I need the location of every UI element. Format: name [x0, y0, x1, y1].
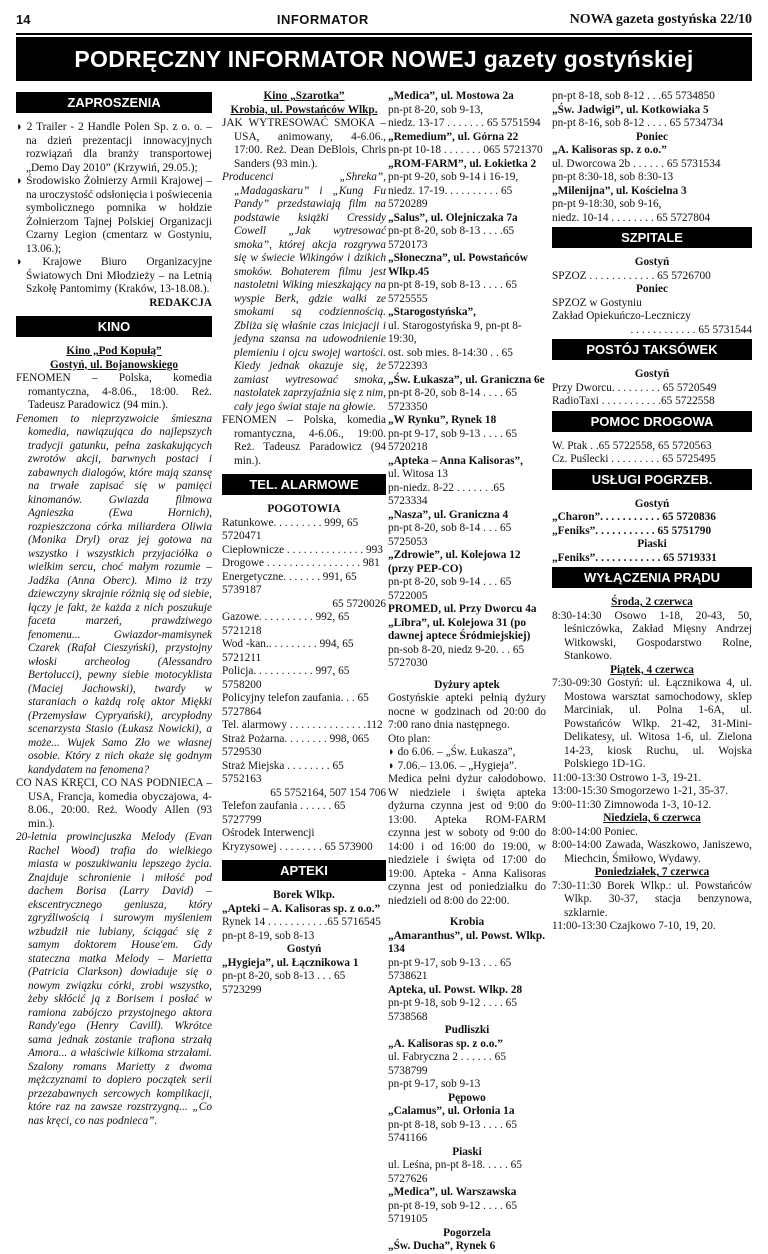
pogotowia-subtitle: POGOTOWIA	[267, 503, 341, 515]
taxi-line: Przy Dworcu. . . . . . . . . 65 5720549	[552, 381, 717, 394]
outage-text: 11:00-13:30 Ostrowo 1-3, 19-21.	[552, 771, 702, 784]
pharmacy-line: ul. Starogostyńska 9, pn-pt 8-19:30,	[388, 319, 522, 345]
pharmacy-line: niedz. 17-19. . . . . . . . . . 65 5720289	[388, 184, 513, 210]
pharmacy-line: „Libra”, ul. Kolejowa 31 (po dawnej aptece Śródmiejskiej)	[388, 616, 531, 642]
phone-line: Gazowe. . . . . . . . . . 992, 65 5721218	[222, 611, 350, 637]
cinema-address: Gostyń, ul. Bojanowskiego	[49, 358, 179, 371]
pharmacy-line: PROMED, ul. Przy Dworcu 4a	[388, 603, 537, 615]
phone-line: Tel. alarmowy . . . . . . . . . . . . . .112	[222, 719, 383, 731]
phone-line: 65 5752164, 507 154 706	[270, 786, 386, 799]
duty-text: Gostyńskie apteki pełnią dyżury nocne w godzinach od 20:00 do 7:00 rano dnia następnego.	[388, 692, 546, 731]
banner-title: PODRĘCZNY INFORMATOR NOWEJ gazety gostyńskiej	[74, 46, 694, 72]
film-description: 20-letnia prowincjuszka Melody (Evan Rachel Wood) trafia do wielkiego miasta w poszukiwaniu lepszego życia. Znajduje schronienie i miłość pod dachem Borisa (Larry David) – ekscentrycznego geniusza, który zgryźliwością i surowym myśleniem wzbudził nie lubiany, ściągać się z samym doktorem House'em. Gdy stateczna matka Melody – Marietta (Patricia Clarkson) dowiaduje się o nowym związku córki, zrobi wszystko, żeby skłócić ją z Borisem i posłać w ramiona zabójczo przystojnego aktora Randy'ego (Henry Cavill). Wkrótce sama jednak zostanie trafiona strzałą Amora... a właściwie kilkoma strzałami. Szalony romans Marietty z dwoma mężczyznami to dopiero początek serii przezabawnych sercowych komplikacji, które raz na zawsze rozstrzygną... „Co nas kręci, co nas podnieca”.	[16, 831, 212, 1127]
pharmacy-line: pn-pt 8-20, sob 8-13 . . . .65 5720173	[388, 225, 515, 251]
kino-heading: KINO	[16, 316, 212, 337]
pharmacy-line: pn-pt 8-18, sob 8-12 . . .65 5734850	[552, 90, 715, 102]
funeral-line: „Feniks”. . . . . . . . . . . . 65 5719331	[552, 551, 717, 564]
pharmacy-line: pn-pt 8-19, sob 8-13	[222, 929, 315, 942]
cinema-name: Kino „Szarotka”	[263, 90, 345, 102]
column-1	[16, 90, 212, 1127]
taxi-line: RadioTaxi . . . . . . . . . . .65 5722558	[552, 395, 715, 407]
pharmacy-line: pn-pt 8-20, sob 8-14 . . . . 65 5723350	[388, 387, 517, 413]
pharmacy-line: „A. Kalisoras sp. z o.o.”	[388, 1037, 503, 1050]
roadside-line: Cz. Puślecki . . . . . . . . . 65 5725495	[552, 453, 716, 465]
invitation-item: ◗ Środowisko Żołnierzy Armii Krajowej – na uroczystość odsłonięcia i poświecenia symbolicznego pomnika w hołdzie Żołnierzom Tajnej Polskiej Organizacji Czarny Legion (cmentarz w Gostyniu, 13.06.);	[16, 175, 212, 255]
town-name: Gostyń	[286, 943, 322, 955]
phone-line: Ośrodek Interwencji	[222, 827, 315, 839]
phone-line: Drogowe . . . . . . . . . . . . . . . . . 981	[222, 557, 380, 569]
phone-line: Straż Miejska . . . . . . . . 65 5752163	[222, 759, 344, 785]
phone-line: Ratunkowe. . . . . . . . . 999, 65 5720471	[222, 516, 359, 542]
pharmacy-line: pn-pt 8-20, sob 9-13,	[388, 103, 484, 116]
town-name: Gostyń	[634, 368, 670, 380]
pharmacy-line: Apteka, ul. Powst. Wlkp. 28	[388, 983, 523, 996]
town-name: Piaski	[452, 1145, 482, 1158]
pharmacy-line: pn-pt 9-18, sob 9-12 . . . . 65 5738568	[388, 997, 517, 1023]
pharmacy-line: ost. sob mies. 8-14:30 . . 65 5722393	[388, 346, 513, 372]
pharmacy-line: „Św. Jadwigi”, ul. Kotkowiaka 5	[552, 103, 709, 116]
town-name: Piaski	[637, 538, 667, 550]
outage-text: 13:00-15:30 Smogorzewo 1-21, 35-37.	[552, 785, 729, 797]
film-description: Producenci „Shreka”, „Madagaskaru” i „Kung Fu Pandy” przedstawiają film na podstawie książki Cressidy Cowell „Jak wytresować smoka”, której akcja rozgrywa się w świecie Wikingów i dzikich smoków. Bohaterem filmu jest nastoletni Wiking mieszkający na wyspie Berk, gdzie walki ze smokami są codziennością. Zbliża się właśnie czas inicjacji i jedyna szansa na udowodnienie plemieniu i ojcu swojej wartości. Kiedy jednak okazuje się, że zamiast wytresować smoka, nastolatek zaprzyjaźnia się z nim, cały jego świat staje na głowie.	[222, 171, 386, 413]
film-entry: FENOMEN – Polska, komedia romantyczna, 4-6.06., 19:00. Reż. Tadeusz Paradowicz (94 min.).	[222, 414, 386, 467]
pharmacy-line: ul. Dworcowa 2b . . . . . . 65 5731534	[552, 157, 721, 170]
hospital-line: . . . . . . . . . . . . 65 5731544	[630, 323, 752, 336]
film-entry: JAK WYTRESOWAĆ SMOKA – USA, animowany, 4-6.06., 17:00. Reż. Dean DeBlois, Chris Sanders (93 min.).	[222, 117, 386, 170]
pharmacy-line: „Zdrowie”, ul. Kolejowa 12 (przy PEP-CO)	[388, 549, 521, 575]
uslugi-heading: USŁUGI POGRZEB.	[552, 469, 752, 490]
pharmacy-line: ul. Leśna, pn-pt 8-18. . . . . 65 5727626	[388, 1159, 522, 1185]
pharmacy-line: pn-pt 8-20, sob 8-13 . . . 65 5723299	[222, 970, 346, 996]
pharmacy-line: „Amaranthus”, ul. Powst. Wlkp. 134	[388, 929, 546, 955]
pharmacy-line: pn-pt 8-20, sob 8-14 . . . 65 5725053	[388, 522, 512, 548]
pharmacy-line: „Apteki – A. Kalisoras sp. z o.o.”	[222, 902, 381, 915]
outage-text: 7:30-09:30 Gostyń: ul. Łącznikowa 4, ul. Mostowa warsztat samochodowy, sklep Marciniak, ul. Polna 1-6A, ul. Powstańców Wlkp. 21-42, 31-Mini-Delikatesy, ul. Witosa 1-6, ul. Zielona 14-23, kiosk Ruchu, ul. Wojska Polskiego 1D-1G.	[552, 677, 752, 770]
invitation-item: ◗ 2 Trailer - 2 Handle Polen Sp. z o. o. – na dzień prezentacji innowacyjnych rozwiązań dla branży transportowej „Demo Day 2010” (Krzywiń, 29.05.);	[16, 121, 212, 174]
town-name: Poniec	[636, 283, 668, 295]
pharmacy-line: pn-pt 9-17, sob 9-13 . . . . 65 5720218	[388, 427, 517, 453]
banner	[16, 37, 752, 81]
pomoc-heading: POMOC DROGOWA	[552, 411, 752, 432]
phone-line: Kryzysowej . . . . . . . . 65 573900	[222, 840, 373, 853]
tel-alarmowe-heading: TEL. ALARMOWE	[222, 474, 386, 495]
szpitale-heading: SZPITALE	[552, 227, 752, 248]
funeral-line: „Charon”. . . . . . . . . . . 65 5720836	[552, 511, 716, 523]
outage-day: Piątek, 4 czerwca	[610, 663, 694, 676]
pharmacy-line: pn-pt 8-18, sob 9-13 . . . . 65 5741166	[388, 1118, 517, 1144]
publication-name: NOWA gazeta gostyńska 22/10	[569, 12, 752, 28]
column-2	[222, 90, 386, 996]
pharmacy-line: „Starogostyńska”,	[388, 306, 476, 318]
town-name: Borek Wlkp.	[273, 889, 335, 901]
hospital-line: Zakład Opiekuńczo-Leczniczy	[552, 310, 691, 322]
film-description: Fenomen to nieprzyzwoicie śmieszna komedia, nawiązująca do najlepszych tradycji gatunku, pełna zaskakujących zwrotów akcji, barwnych postaci i zabawnych dialogów, które mają szansę na trwałe zapisać się w pamięci kinomanów. Gwiazda filmowa Agnieszka (Ewa Hornich), rozpieszczona córka miliardera Oliwia (Monika Dryl) oraz jej gotowa na wszystko i wszystkich przyjaciółka o wielkim sercu, choć małym rozumie – Jadźka (Anna Oberc). Mimo iż trzy dziewczyny skrajnie różnią się od siebie, łączy je fakt, że każda z nich poszukuje faceta marzeń, prawdziwego fenomenu... Gwiazdor-mamisynek Czarek (Rafał Cieszyński), przystojny włoski archeolog (Alessandro Bertolucci), pewny siebie motocyklista (Maciej Jachowski), twardy w staraniach o każdą rolę aktor Miękki (Przemysław Cypryański), arcypłodny scenarzysta Stasio (Łukasz Nowicki), a może... Wujek Samo Zło we własnej osobie. Który z nich okaże się godnym kandydatem na fenomena?	[16, 412, 212, 776]
film-entry: CO NAS KRĘCI, CO NAS PODNIECA – USA, Francja, komedia obyczajowa, 4-8.06., 20:00. Reż. Woody Allen (93 min.).	[16, 777, 212, 830]
page-number: 14	[16, 12, 31, 28]
pharmacy-line: „Nasza”, ul. Graniczna 4	[388, 508, 509, 521]
pharmacy-line: „Św. Ducha”, Rynek 6	[388, 1240, 496, 1252]
phone-line: Policja. . . . . . . . . . . 997, 65 5758200	[222, 665, 350, 691]
funeral-line: „Feniks”. . . . . . . . . . . 65 5751790	[552, 524, 712, 537]
page-header	[16, 8, 752, 32]
pharmacy-line: „Medica”, ul. Warszawska	[388, 1186, 517, 1198]
phone-line: Straż Pożarna. . . . . . . . 998, 065 5729530	[222, 732, 370, 758]
pharmacy-line: niedz. 13-17 . . . . . . . 65 5751594	[388, 117, 541, 129]
pharmacy-line: pn-pt 8-20, sob 9-14 . . . 65 5722005	[388, 576, 512, 602]
town-name: Pępowo	[448, 1091, 486, 1104]
phone-line: Telefon zaufania . . . . . . 65 5727799	[222, 800, 346, 826]
cinema-address: Krobia, ul. Powstańców Wlkp.	[230, 103, 378, 116]
roadside-line: W. Ptak . .65 5722558, 65 5720563	[552, 439, 712, 452]
pharmacy-line: pn-pt 8:30-18, sob 8:30-13	[552, 171, 674, 183]
town-name: Krobia	[449, 916, 485, 928]
outage-day: Środa, 2 czerwca	[611, 596, 693, 608]
outage-text: 8:30-14:30 Osowo 1-18, 20-43, 50, leśniczówka, Zakład Mięsny Andrzej Witkowski, Gospodarstwo Rolne, Stankowo.	[552, 609, 752, 662]
pharmacy-line: Rynek 14 . . . . . . . . . . .65 5716545	[222, 916, 381, 928]
phone-line: Wod -kan.. . . . . . . . . 994, 65 5721211	[222, 638, 354, 664]
invitation-item: ◗ Krajowe Biuro Organizacyjne Światowych Dni Młodzieży – na Letnią Szkołę Pantomimy (Kraków, 13-18.08.).	[16, 256, 212, 295]
pharmacy-line: „Słoneczna”, ul. Powstańców Wlkp.45	[388, 252, 528, 278]
outage-text: 9:00-11:30 Zimnowoda 1-3, 10-12.	[552, 798, 712, 811]
duty-title: Dyżury aptek	[434, 678, 500, 691]
pharmacy-line: pn-pt 8-16, sob 8-12 . . . . 65 5734734	[552, 117, 724, 129]
pharmacy-line: ul. Witosa 13	[388, 468, 448, 480]
cinema-name: Kino „Pod Kopułą”	[66, 345, 162, 357]
pharmacy-line: pn-pt 9-20, sob 9-14 i 16-19,	[388, 171, 519, 183]
film-entry: FENOMEN – Polska, komedia romantyczna, 4-8.06., 18:00. Reż. Tadeusz Paradowicz (94 min.).	[16, 372, 212, 411]
pharmacy-line: „Św. Łukasza”, ul. Graniczna 6e	[388, 373, 545, 386]
duty-item: ◗ 7.06.– 13.06. – „Hygieja”.	[388, 759, 517, 772]
wylaczenia-heading: WYŁĄCZENIA PRĄDU	[552, 567, 752, 588]
pharmacy-line: „Hygieja”, ul. Łącznikowa 1	[222, 956, 359, 969]
column-3	[388, 90, 546, 1252]
pharmacy-line: pn-pt 9-18:30, sob 9-16,	[552, 198, 662, 210]
town-name: Gostyń	[634, 256, 670, 268]
duty-item: ◗ do 6.06. – „Św. Łukasza”,	[388, 746, 516, 758]
pharmacy-line: pn-pt 9-17, sob 9-13 . . . 65 5738621	[388, 956, 512, 982]
hospital-line: SPZOZ . . . . . . . . . . . . 65 5726700	[552, 269, 711, 282]
pharmacy-line: pn-pt 10-18 . . . . . . . 065 5721370	[388, 144, 543, 156]
pharmacy-line: niedz. 10-14 . . . . . . . . 65 5727804	[552, 211, 711, 224]
zaproszenia-heading: ZAPROSZENIA	[16, 92, 212, 113]
pharmacy-line: pn-sob 8-20, niedz 9-20. . . 65 5727030	[388, 643, 525, 669]
outage-text: 8:00-14:00 Poniec.	[552, 825, 638, 838]
hospital-line: SPZOZ w Gostyniu	[552, 296, 642, 309]
pharmacy-line: „ROM-FARM”, ul. Łokietka 2	[388, 157, 537, 170]
pharmacy-line: pn-pt 8-19, sob 9-12 . . . . 65 5719105	[388, 1199, 517, 1225]
pharmacy-line: „A. Kalisoras sp. z o.o.”	[552, 144, 667, 156]
apteki-heading: APTEKI	[222, 860, 386, 881]
pharmacy-line: „Apteka – Anna Kalisoras”,	[388, 454, 523, 467]
pharmacy-line: „Milenijna”, ul. Kościelna 3	[552, 184, 687, 197]
outage-day: Niedziela, 6 czerwca	[603, 812, 701, 824]
phone-line: Policyjny telefon zaufania. . . 65 5727864	[222, 692, 369, 718]
outage-text: 7:30-11:30 Borek Wlkp.: ul. Powstańców Wlkp. 30-37, stacja benzynowa, szklarnie.	[552, 879, 752, 919]
pharmacy-line: „Salus”, ul. Olejniczaka 7a	[388, 211, 518, 224]
outage-text: 8:00-14:00 Zawada, Waszkowo, Janiszewo, Miechcin, Śmiłowo, Wydawy.	[552, 839, 752, 865]
pharmacy-line: „Remedium”, ul. Górna 22	[388, 130, 519, 143]
pharmacy-line: „Calamus”, ul. Orłonia 1a	[388, 1105, 515, 1117]
pharmacy-line: ul. Fabryczna 2 . . . . . . 65 5738799	[388, 1051, 506, 1077]
phone-line: 65 5720026	[332, 597, 386, 610]
town-name: Gostyń	[634, 497, 670, 510]
pharmacy-line: „Medica”, ul. Mostowa 2a	[388, 90, 514, 102]
phone-line: Energetyczne. . . . . . . 991, 65 5739187	[222, 570, 357, 596]
phone-line: Ciepłownicze . . . . . . . . . . . . . . 993	[222, 543, 383, 556]
outage-day: Poniedziałek, 7 czerwca	[594, 866, 710, 878]
pharmacy-line: „W Rynku”, Rynek 18	[388, 414, 497, 426]
section-name: INFORMATOR	[276, 12, 369, 28]
duty-text: Medica pełni dyżur całodobowo. W niedziele i święta apteka dyżurna czynna jest od 9:00 do 13:00. Apteka ROM-FARM czynna jest w soboty od 9:00 do 14:00 i od 16:00 do 19:00, w niedziele i święta od 17:00 do 19:00. Apteka - Anna Kalisoras czynna jest od poniedziałku do niedzieli od 8:00 do 22:00.	[388, 773, 546, 907]
pharmacy-line: pn-niedz. 8-22 . . . . . . .65 5723334	[388, 481, 505, 507]
header-rule	[16, 33, 752, 35]
pharmacy-line: pn-pt 8-19, sob 8-13 . . . . 65 5725555	[388, 279, 517, 305]
town-name: Pudliszki	[444, 1024, 490, 1036]
town-name: Poniec	[636, 130, 668, 143]
pharmacy-line: pn-pt 9-17, sob 9-13	[388, 1078, 481, 1090]
postoj-heading: POSTÓJ TAKSÓWEK	[552, 339, 752, 360]
outage-text: 11:00-13:30 Czajkowo 7-10, 19, 20.	[552, 920, 716, 932]
duty-label: Oto plan:	[388, 732, 431, 745]
town-name: Pogorzela	[443, 1226, 491, 1239]
column-4	[552, 90, 752, 988]
signature: REDAKCJA	[149, 296, 212, 309]
